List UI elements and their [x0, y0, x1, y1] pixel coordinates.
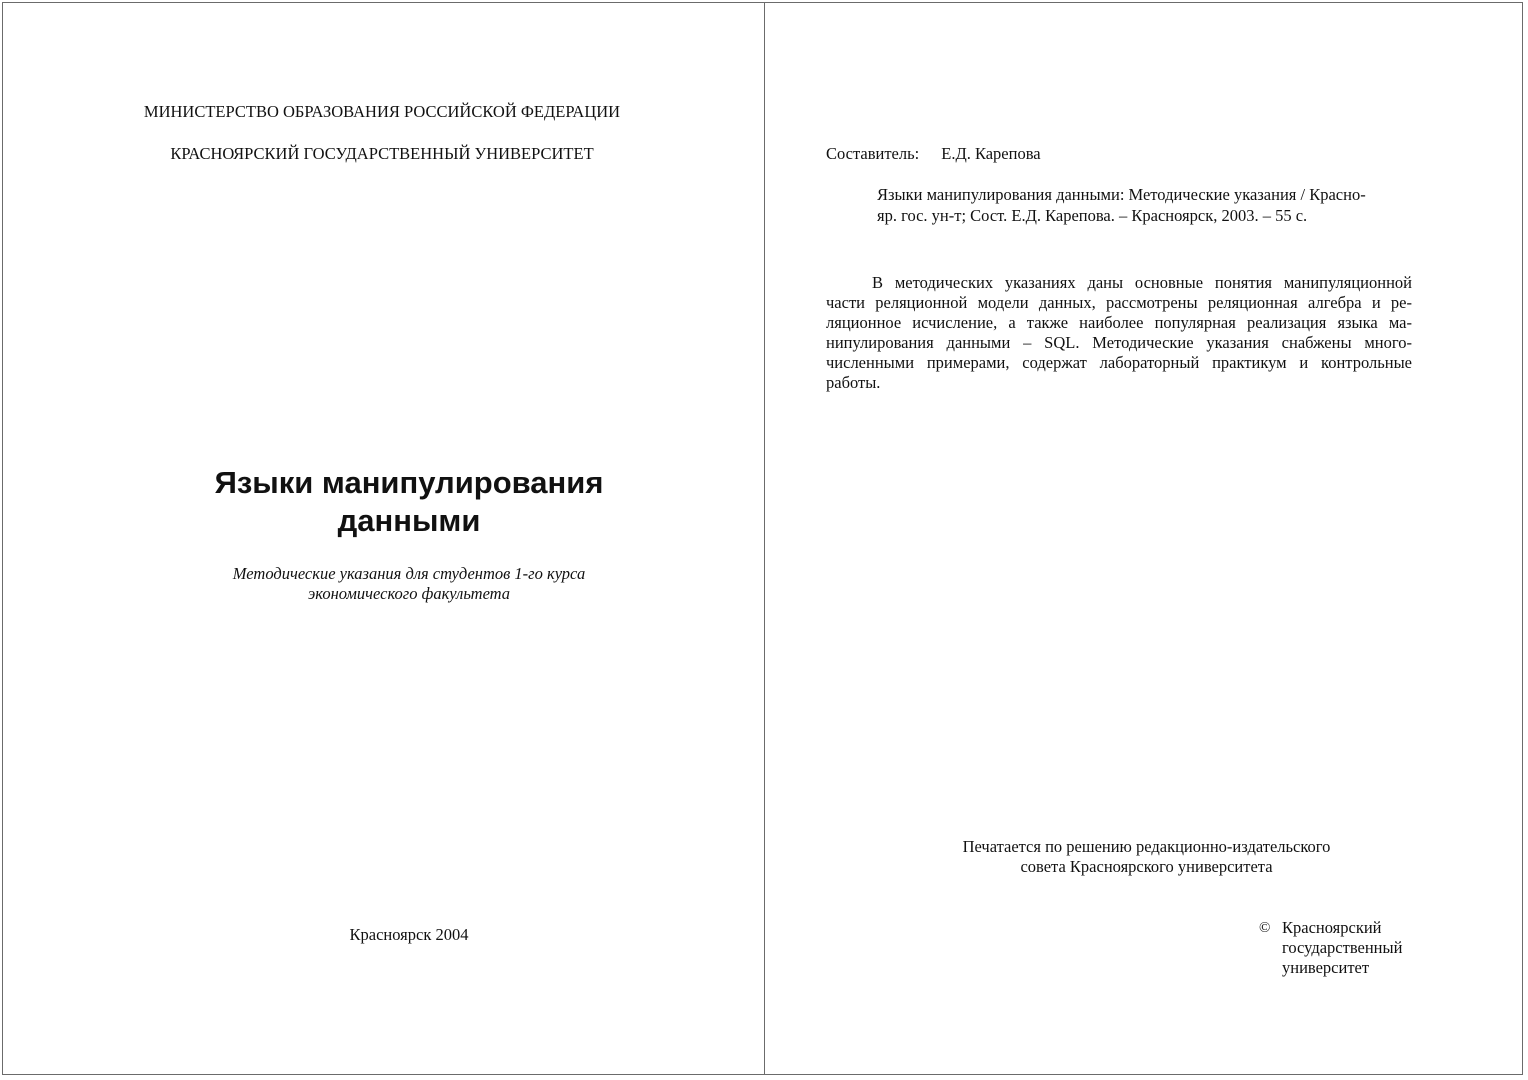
- bibliographic-record: [877, 184, 1417, 226]
- book-title: [0, 464, 818, 540]
- abstract-line: В методических указаниях даны основные понятия манипуляционной: [872, 273, 1412, 292]
- book-title-line: Языки манипулирования: [214, 465, 604, 500]
- subtitle-line: экономического факультета: [307, 584, 511, 603]
- university-heading: КРАСНОЯРСКИЙ ГОСУДАРСТВЕННЫЙ УНИВЕРСИТЕТ: [170, 144, 594, 163]
- biblio-line: Языки манипулирования данными: Методические указания / Красно-: [877, 185, 1366, 204]
- abstract-line: части реляционной модели данных, рассмотрены реляционная алгебра и ре-: [826, 293, 1412, 312]
- book-title-line: данными: [337, 503, 481, 538]
- imprint-note: [765, 837, 1528, 877]
- imprint-line: совета Красноярского университета: [1020, 857, 1273, 876]
- subtitle-line: Методические указания для студентов 1-го курса: [232, 564, 586, 583]
- copyright-symbol: ©: [1259, 920, 1271, 936]
- abstract: [826, 273, 1412, 393]
- compiler-line: [826, 144, 1041, 164]
- abstract-line: ляционное исчисление, а также наиболее популярная реализация языка ма-: [826, 313, 1412, 332]
- copyright-holder-line: Красноярский: [1282, 918, 1382, 937]
- imprint-page: [765, 0, 1528, 1080]
- book-subtitle: [0, 564, 818, 604]
- copyright-holder-line: университет: [1282, 958, 1370, 977]
- compiler-label: Составитель:: [826, 144, 920, 163]
- city-year: Красноярск 2004: [349, 925, 469, 944]
- biblio-line: яр. гос. ун-т; Сост. Е.Д. Карепова. – Красноярск, 2003. – 55 с.: [877, 206, 1308, 225]
- abstract-line: работы.: [826, 373, 881, 392]
- abstract-line: нипулирования данными – SQL. Методические указания снабжены много-: [826, 333, 1412, 352]
- abstract-line: численными примерами, содержат лабораторный практикум и контрольные: [826, 353, 1412, 372]
- compiler-name: Е.Д. Карепова: [941, 144, 1041, 163]
- copyright-holder-line: государственный: [1282, 938, 1403, 957]
- imprint-line: Печатается по решению редакционно-издательского: [962, 837, 1331, 856]
- copyright-holder: [1282, 918, 1482, 978]
- ministry-heading: МИНИСТЕРСТВО ОБРАЗОВАНИЯ РОССИЙСКОЙ ФЕДЕРАЦИИ: [143, 102, 621, 121]
